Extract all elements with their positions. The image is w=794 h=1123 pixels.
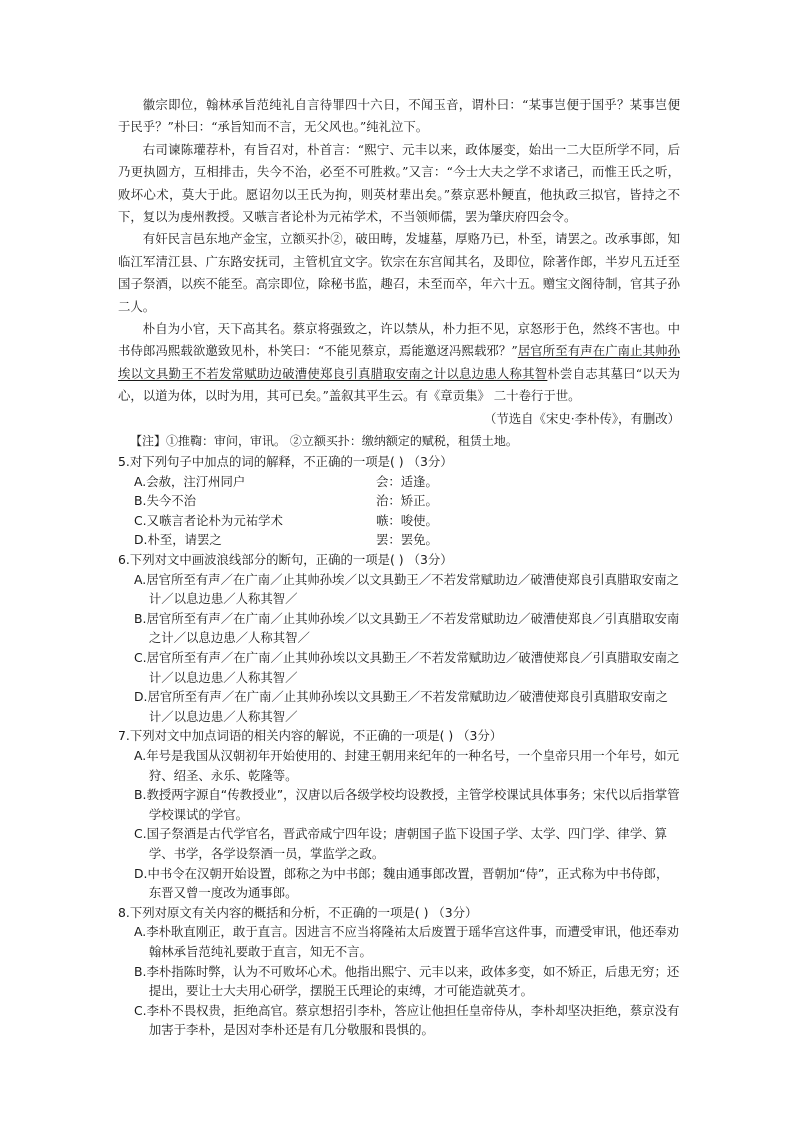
option-a (118, 922, 680, 961)
option-c (118, 511, 680, 531)
footnote: 【注】①推鞫：审问，审讯。 ②立额买扑：缴纳额定的赋税，租赁土地。 (130, 434, 518, 449)
option-b (118, 609, 680, 648)
option-sentence: D.朴至，请罢之 (134, 532, 222, 548)
wavy-underlined-sentence: 居官所至有声在广南止其帅孙埃以文具勤王不若发常赋助边破漕使郑良引真腊取安南之计以息边患人称其智 (118, 343, 681, 381)
question-6 (118, 550, 680, 726)
option-gloss: 嗾：唆使。 (376, 512, 438, 528)
option-d (118, 864, 680, 903)
option-c (118, 824, 680, 863)
option-text: A.居官所至有声／在广南／止其帅孙埃／以文具勤王／不若发常赋助边／破漕使郑良引真腊取安南之计／以息边患／人称其智／ (134, 571, 679, 607)
option-d (118, 530, 680, 550)
option-text: B.居官所至有声／在广南／止其帅孙埃／以文具勤王／不若发常赋助边／破漕使郑良／引真腊取安南之计／以息边患／人称其智／ (134, 610, 680, 646)
passage-paragraph-4-start: 朴自为小官，天下高其名。蔡京将强致之，许以禁从，朴力拒不见，京怒形于色，然终不害也。中书侍郎冯熙载欲邀致见朴，朴笑曰：“不能见蔡京，焉能邀迓冯熙载邪？” (118, 321, 680, 359)
option-c (118, 1001, 680, 1040)
option-gloss: 治：矫正。 (376, 493, 438, 509)
option-text: C.李朴不畏权贵，拒绝高官。蔡京想招引李朴，答应让他担任皇帝侍从，李朴却坚决拒绝，蔡京没有加害于李朴，是因对李朴还是有几分敬服和畏惧的。 (134, 1002, 680, 1038)
option-text: D.中书令在汉朝开始设置，郎称之为中书郎；魏由通事郎改置，晋朝加“侍”，正式称为中书侍郎，东晋又曾一度改为通事郎。 (134, 865, 669, 901)
option-b (118, 962, 680, 1001)
option-text: C.国子祭酒是古代学官名，晋武帝咸宁四年设；唐朝国子监下设国子学、太学、四门学、律学、算学、书学，各学设祭酒一员，掌监学之政。 (134, 826, 667, 861)
option-sentence: C.又嗾言者论朴为元祐学术 (134, 512, 283, 528)
passage-paragraph-3: 有奸民言邑东地产金宝，立额买扑②，破田畴，发墟墓，厚赂乃已，朴至，请罢之。改承事郎，知临江军清江县、广东路安抚司，主管机宜文字。钦宗在东宫闻其名，及即位，除著作郎，半岁凡五迁至国子祭酒，以疾不能至。高宗即位，除秘书监，趣召，未至而卒，年六十五。赠宝文阁待制，官其子孙二人。 (118, 231, 680, 314)
option-gloss: 罢：罢免。 (376, 532, 438, 548)
passage-paragraph-4-end: 朴尝自志其墓曰“以天为心，以道为体，以时为用，其可已矣。”盖叙其平生云。有《章贡集》 二十卷行于世。 (118, 365, 680, 404)
option-text: A.李朴耿直刚正，敢于直言。因进言不应当将隆祐太后废置于瑶华宫这件事，而遭受审讯，他还奉劝翰林承旨范纯礼要敢于直言，知无不言。 (134, 924, 679, 959)
option-text: C.居官所至有声／在广南／止其帅孙埃以文具勤王／不若发常赋助边／破漕使郑良／引真腊取安南之计／以息边患／人称其智／ (134, 650, 680, 685)
question-8 (118, 903, 680, 1040)
option-b (118, 785, 680, 824)
option-b (118, 491, 680, 511)
option-text: B.李朴指陈时弊，认为不可败坏心术。他指出熙宁、元丰以来，政体多变，如不矫正，后患无穷；还提出，要让士大夫用心研学，摆脱王氏理论的束缚，才可能造就英才。 (134, 963, 680, 999)
question-stem: 8.下列对原文有关内容的概括和分析，不正确的一项是( ) （3分） (118, 904, 478, 920)
option-text: B.教授两字源自“传教授业”，汉唐以后各级学校均设教授，主管学校课试具体事务；宋代以后指掌管学校课试的学官。 (134, 787, 680, 822)
question-stem: 7.下列对文中加点词语的相关内容的解说，不正确的一项是( ) （3分） (118, 728, 503, 744)
option-sentence: A.会赦，注汀州同户 (134, 473, 246, 489)
question-7 (118, 726, 680, 902)
question-5 (118, 452, 680, 550)
option-sentence: B.失今不治 (134, 493, 197, 509)
passage-paragraph-2: 右司谏陈瓘荐朴，有旨召对，朴首言：“熙宁、元丰以来，政体屡变，始出一二大臣所学不同，后乃更执圆方，互相排击，失今不治，必至不可胜救。”又言：“今士大夫之学不求诸己，而惟王氏之听，败坏心术，莫大于此。愿诏勿以王氏为拘，则英材辈出矣。”蔡京恶朴鲠直，他执政三拟官，皆持之不下，复以为虔州教授。又嗾言者论朴为元祐学术，不当领师儒，罢为肇庆府四会令。 (118, 141, 680, 225)
option-text: D.居官所至有声／在广南／止其帅孙埃以文具勤王／不若发常赋助边／破漕使郑良引真腊取安南之计／以息边患／人称其智／ (134, 689, 668, 724)
option-a (118, 746, 680, 785)
option-d (118, 687, 680, 726)
source-citation: （节选自《宋史·李朴传》，有删改） (484, 410, 680, 426)
option-a (118, 570, 680, 609)
passage-paragraph-4 (118, 318, 680, 408)
exam-page (118, 94, 680, 1040)
passage-paragraph-1: 徽宗即位，翰林承旨范纯礼自言待罪四十六日，不闻玉音，谓朴曰：“某事岂便于国乎？某事岂便于民乎？”朴曰：“承旨知而不言，无父风也。”纯礼泣下。 (118, 97, 680, 135)
question-stem: 6.下列对文中画波浪线部分的断句，正确的一项是( ) （3分） (118, 552, 453, 568)
option-c (118, 648, 680, 687)
option-gloss: 会：适逢。 (376, 473, 438, 489)
option-a (118, 472, 680, 492)
option-text: A.年号是我国从汉朝初年开始使用的、封建王朝用来纪年的一种名号，一个皇帝只用一个年号，如元狩、绍圣、永乐、乾隆等。 (134, 748, 679, 783)
question-stem: 5.对下列句子中加点的词的解释，不正确的一项是( ) （3分） (118, 454, 453, 470)
